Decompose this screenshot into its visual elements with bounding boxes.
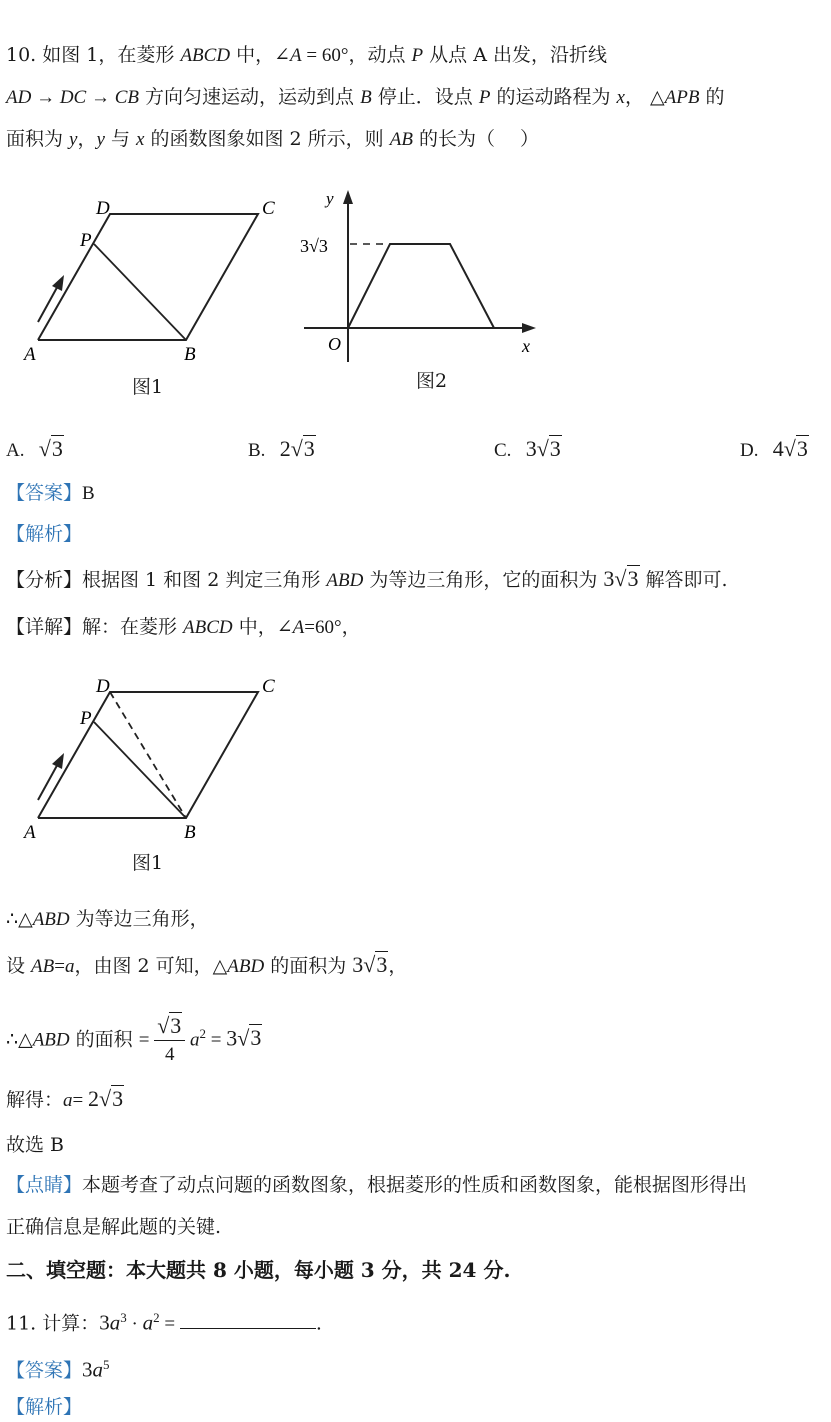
section-2-title: 二、填空题：本大题共 8 小题，每小题 3 分，共 24 分. bbox=[6, 1258, 511, 1282]
fig3-label-D: D bbox=[96, 676, 110, 697]
fig3-label-P: P bbox=[80, 708, 92, 729]
fig1-label-D: D bbox=[96, 198, 110, 219]
q11-question: 11. 计算：$3a^3 \cdot a^2$ = . bbox=[6, 1310, 322, 1335]
fig2-label-O: O bbox=[328, 334, 341, 354]
option-c: C. 3√3 bbox=[494, 436, 561, 461]
figure-1-caption: 图1 bbox=[132, 376, 164, 398]
fig3-label-A: A bbox=[24, 822, 36, 843]
q10-step-3: ∴△ABD 的面积 = $\frac{√3}{4}$ $a^2 = 3√3$ bbox=[6, 1012, 262, 1065]
figure-2-graph bbox=[296, 184, 546, 374]
fig2-label-y: y bbox=[326, 189, 334, 208]
fig3-label-B: B bbox=[184, 822, 196, 843]
fig1-label-A: A bbox=[24, 344, 36, 365]
q11-analysis-tag: 【解析】 bbox=[6, 1396, 83, 1418]
option-a: A. √3 bbox=[6, 436, 63, 461]
q10-line-1: 10. 如图 1，在菱形 ABCD 中，∠A = 60°，动点 P 从点 A 出发，沿折线 bbox=[6, 44, 607, 66]
q11-answer: 【答案】$3a^5$ bbox=[6, 1357, 110, 1382]
q10-line-2: AD → DC → CB 方向匀速运动，运动到点 B 停止．设点 P 的运动路程为 x， △APB 的 bbox=[6, 86, 725, 108]
q10-analysis-tag: 【解析】 bbox=[6, 523, 83, 545]
fig3-label-C: C bbox=[262, 676, 275, 697]
q10-answer: 【答案】B bbox=[6, 482, 95, 504]
q10-dianjing-1: 【点睛】本题考查了动点问题的函数图象，根据菱形的性质和函数图象，能根据图形得出 bbox=[6, 1174, 748, 1196]
option-b: B. 2√3 bbox=[248, 436, 315, 461]
q10-step-2: 设 AB=a，由图 2 可知，△ABD 的面积为 3√3， bbox=[6, 952, 408, 977]
q10-fenxi: 【分析】根据图 1 和图 2 判定三角形 ABD 为等边三角形，它的面积为 3√3 解答即可. bbox=[6, 566, 728, 591]
fig2-label-x: x bbox=[522, 336, 530, 356]
option-d: D. 4√3 bbox=[740, 436, 808, 461]
fig1-label-P: P bbox=[80, 230, 92, 251]
fig2-label-ymax: 3√3 bbox=[300, 236, 328, 256]
q10-xiangjie: 【详解】解：在菱形 ABCD 中，∠A=60°， bbox=[6, 616, 361, 638]
q10-step-1: ∴△ABD 为等边三角形， bbox=[6, 908, 209, 930]
fig1-label-B: B bbox=[184, 344, 196, 365]
figure-2-caption: 图2 bbox=[416, 370, 448, 392]
q10-step-4: 解得：a= 2√3 bbox=[6, 1086, 124, 1111]
q10-step-5: 故选 B bbox=[6, 1134, 65, 1156]
figure-1-rhombus bbox=[18, 190, 288, 405]
q10-dianjing-2: 正确信息是解此题的关键. bbox=[6, 1216, 222, 1238]
figure-3-caption: 图1 bbox=[132, 852, 164, 874]
fig1-label-C: C bbox=[262, 198, 275, 219]
q10-line-3: 面积为 y，y 与 x 的函数图象如图 2 所示，则 AB 的长为（ ） bbox=[6, 128, 540, 150]
